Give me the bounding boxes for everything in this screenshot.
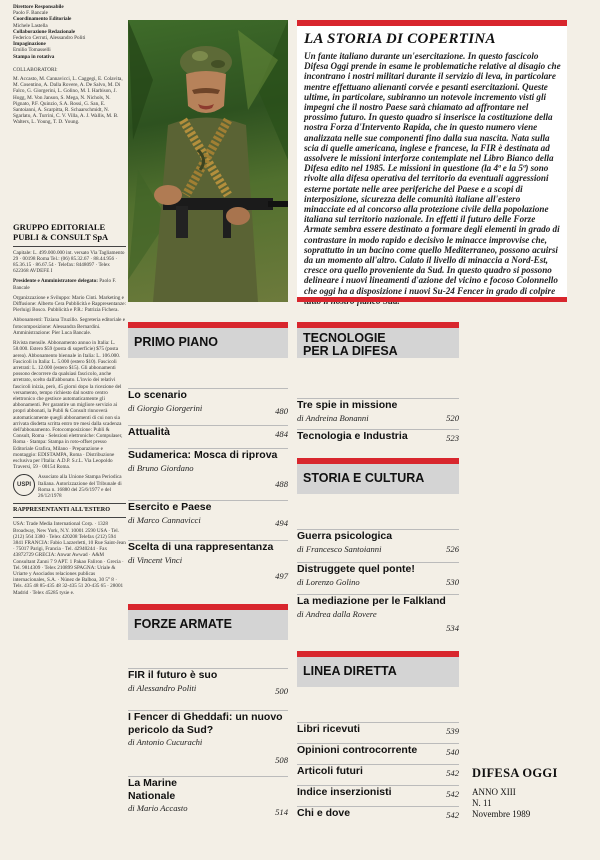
toc-item-title: Tre spie in missione <box>297 399 398 411</box>
toc-item[interactable] <box>128 540 288 590</box>
toc-item-author: di Antonio Cucurachi <box>128 737 203 747</box>
publisher-organizzazione: Organizzazione e Sviluppo: Mario Cinti. Marketing e Diffusione: Alberto Cera Pubblicità e Rappresentanze: Pierluigi Bosco. Pubblicità e P.R.: Patrizia Fichera. <box>13 294 126 314</box>
toc-item-page: 488 <box>275 479 288 489</box>
section-title: LINEA DIRETTA <box>303 664 397 678</box>
publisher-abbonamenti-staff: Abbonamenti: Tiziana Truzillo. Segreteria editoriale e fotocomposizione: Alessandra Bernardini. Amministrazione: Pier Luca Bancale. <box>13 317 126 336</box>
toc-item[interactable] <box>128 500 288 534</box>
toc-item[interactable] <box>297 764 459 784</box>
toc-item-page: 539 <box>446 726 459 736</box>
toc-item-author: di Alessandro Politi <box>128 682 197 693</box>
toc-item-page: 534 <box>446 623 459 633</box>
masthead <box>472 766 582 820</box>
toc-item-author: di Lorenzo Golino <box>297 576 360 587</box>
toc-item-title: Sudamerica: Mosca di riprova <box>128 449 278 461</box>
toc-item-title: Distruggete quel ponte! <box>297 563 415 575</box>
toc-item-title: Articoli futuri <box>297 765 363 777</box>
accent-bar <box>297 297 567 302</box>
section-title: PRIMO PIANO <box>134 335 219 349</box>
toc-item[interactable] <box>297 562 459 592</box>
publisher-abbonamenti-text: Rivista mensile. Abbonamento annuo in Italia: L. 58.000. Estero $59 (posta di superficie) $75 (posta aerea). Abbonamento biennale in Italia: L. 106.000. Fascicoli in Italia: L. 5.000 (estero $10). Fascicoli arretrati: L. 12.000 (estero $15). Gli abbonamenti possono decorrere da qualsiasi fascicolo, anche arretrato, scelto dall'abbonato. L'invio dei relativi fascicoli inizia, però, 45 giorni dopo la ricezione del versamento, tempo richiesto dal nostro centro elettronico che gestisce automaticamente gli abbonamenti. Per garantire un migliore servizio ai propri abbonati, la Publi & Consult rinnoverà automaticamente quegli abbonamenti di cui non sia arrivata disdetta scritta entro tre mesi dalla scadenza dell'abbonamento. Fotocomposizione: Publi & Consult, Roma · Selezioni elettroniche: Compulaser, Roma · Stampa: Stampa in roto-offset presso Editoriale Grafica, Milano · Preparazione e montaggio: EDISTAMPA, Roma · Distribuzione esclusiva per l'Italia: A.D.P. S.r.L. Via Leopoldo Traversi, 59 · 00154 Roma. <box>13 340 123 471</box>
impaginazione: Emilio Tomasselli <box>13 47 51 54</box>
toc-item-title: Opinioni controcorrente <box>297 744 418 756</box>
toc-item-title: Chi e dove <box>297 807 351 819</box>
toc-item-author: di Francesco Santoianni <box>297 543 382 554</box>
uspi-text: Associato alla Unione Stampa Periodica Italiana. Autorizzazione del Tribunale di Roma n. 16880 del 25/6/1977 e del 26/12/1978 <box>38 474 122 499</box>
rappresentanti: USA: Trade Media International Corp. · 1328 Broadway, New York, N.Y. 10001 2590 USA · Tel. (212) 564 3380 · Telex 420208 Telefax (212) 594 3841 FRANCIA: Fabio Lazzerletti, 10 Rue Saint-Jean · 75017 Parigi, Francia · Tel. 42940244 · Fax 43872729 GRECIA: Anwar Awwad · A&M Consultant Zanni 7 9 APT. 1 Pakao Faliron · Grecia · Tel. 9814309 · Telex 210899 SPAGNA: Uriale & Uriarte y Asociados relaciones publicas internacionales, S.A. · Núnez de Balboa, 30 5° 8 · Tels. 435 48 85-435 48 32-435 51 20-435 65 · 28001 Madrid · Telex 45285 tysie e. <box>13 521 126 596</box>
toc-item-author: di Marco Cannavicci <box>128 514 201 525</box>
toc-item-title: Libri ricevuti <box>297 723 361 735</box>
section-linea-diretta <box>297 651 459 687</box>
publisher-capitale: Capitale: L. 499.000.000 int. versato Via Tagliamento 29 · 00198 Roma Tel.: (06) 85.32.67 · 88.44.956 · 85.36.15 · 86.67.54 · Telefax: 8448097 · Telex 622368 AVDEFE I <box>13 249 125 275</box>
cover-heading: LA STORIA DI COPERTINA <box>304 31 496 47</box>
direttore-label: Direttore Responsabile <box>13 4 64 10</box>
section-storia-cultura <box>297 458 459 494</box>
toc-item-author: di Andreina Bonanni <box>297 412 369 423</box>
toc-item-page: 494 <box>275 518 288 528</box>
issue-year: ANNO XIII <box>472 787 516 797</box>
divider <box>13 517 126 518</box>
toc-item-page: 514 <box>275 807 288 817</box>
section-primo-piano <box>128 322 288 358</box>
presidente: Paolo F. Bancale <box>13 278 117 291</box>
toc-item-page: 542 <box>446 768 459 778</box>
toc-item[interactable] <box>297 398 459 428</box>
toc-item[interactable] <box>128 776 288 824</box>
toc-item[interactable] <box>128 668 288 702</box>
stampa-label: Stampa in rotativa <box>13 53 55 60</box>
toc-item-author: di Mario Accasto <box>128 803 188 813</box>
toc-item[interactable] <box>128 710 288 770</box>
section-title: FORZE ARMATE <box>134 617 232 631</box>
rappresentanti-label: RAPPRESENTANTI ALL'ESTERO <box>13 506 111 514</box>
toc-item[interactable] <box>128 388 288 422</box>
cover-photo <box>128 20 288 302</box>
toc-item[interactable] <box>297 743 459 763</box>
cover-text: Un fante italiano durante un'esercitazione. In questo fascicolo Difesa Oggi prende in esame le problematiche relative al disagio che incontrano i nostri militari durante il servizio di leva, in particolare mentre effettuano alienanti corvée e pesanti esercitazioni. Queste ultime, in particolare, subiranno un notevole incremento visti gli impegni che il nostro Paese sarà chiamato ad affrontare nel prossimo futuro. In questo quadro si inserisce la costituzione della nostra Forza d'Intervento Rapida, che in questo numero viene analizzata nelle sue componenti fino dalla sua nascita. Nata sulla scia di quelle americana, inglese e francese, la FIR è destinata ad assolvere le missioni interforze contemplate nel Libro Bianco della Difesa edito nel 1985. Le missioni in questione (la 4ª e la 5ª) sono rivolte alla difesa operativa del territorio da eventuali aggressioni esterne portate nelle aree periferiche del Paese e a scopi di interposizione, sicurezza delle comunità italiane all'estero minacciate ed al concorso alla protezione civile della popolazione italiana sul territorio nazionale. In effetti il futuro delle Forze Armate sembra essere destinato a formare degli elementi in grado di contrastare in modo rapido e decisivo le minacce improvvise che, soprattutto in un bacino come quello Mediterraneo, possono acuirsi da un momento all'altro. Calato il livello di minaccia a Nord-Est, cresce ora quello proveniente da Sud. In questo quadro si possono delineare i nuovi lineamenti d'azione del vicino e focoso Colonnello che oggi ha a disposizione i nuovi Su-24 Fencer in grado di colpire <box>304 51 561 296</box>
toc-item[interactable] <box>297 785 459 805</box>
magazine-name: DIFESA OGGI <box>472 766 558 780</box>
toc-item-page: 520 <box>446 413 459 423</box>
toc-item-author: di Vincent Vinci <box>128 554 183 565</box>
section-forze-armate <box>128 604 288 640</box>
toc-item-page: 542 <box>446 789 459 799</box>
toc-item[interactable] <box>297 429 459 449</box>
toc-item[interactable] <box>297 806 459 826</box>
toc-item-title: I Fencer di Gheddafi: un nuovo pericolo da Sud? <box>128 711 283 736</box>
toc-item-title: Attualità <box>128 426 170 438</box>
issue-number: N. 11 <box>472 798 492 808</box>
toc-item-page: 540 <box>446 747 459 757</box>
section-title: STORIA E CULTURA <box>303 471 425 485</box>
toc-item-page: 480 <box>275 406 288 416</box>
toc-item-page: 523 <box>446 433 459 443</box>
divider <box>13 246 126 247</box>
toc-item-title: La mediazione per le Falkland <box>297 595 446 607</box>
toc-item-page: 484 <box>275 429 288 439</box>
soldier-illustration <box>128 20 288 302</box>
toc-item[interactable] <box>297 722 459 742</box>
toc-item-author: di Andrea dalla Rovere <box>297 608 377 619</box>
toc-item[interactable] <box>297 594 459 638</box>
toc-item-title: Scelta di una rappresentanza <box>128 541 274 553</box>
toc-item-page: 530 <box>446 577 459 587</box>
impaginazione-label: Impaginazione <box>13 41 46 48</box>
divider <box>13 503 126 504</box>
toc-item-title: La Marine Nationale <box>128 777 178 802</box>
uspi-logo: USPI <box>13 474 35 496</box>
collaborazione: Federico Cerruti, Alessandro Politi <box>13 35 86 42</box>
toc-item-title: Tecnologia e Industria <box>297 430 408 442</box>
toc-item-page: 508 <box>275 755 288 765</box>
toc-item-page: 497 <box>275 571 288 581</box>
issue-date: Novembre 1989 <box>472 809 531 819</box>
toc-item[interactable] <box>297 529 459 559</box>
toc-item-page: 526 <box>446 544 459 554</box>
section-title: PER LA DIFESA <box>303 344 398 358</box>
section-tecnologie <box>297 322 459 358</box>
toc-item-page: 542 <box>446 810 459 820</box>
section-title: TECNOLOGIE <box>303 331 386 345</box>
presidente-label: Presidente e Amministratore delegato: <box>13 278 98 285</box>
toc-item[interactable] <box>128 448 288 496</box>
direttore: Paolo F. Bancale <box>13 10 48 17</box>
toc-item-author: di Bruno Giordano <box>128 462 194 473</box>
toc-item-title: Indice inserzionisti <box>297 786 392 798</box>
toc-item-title: FIR il futuro è suo <box>128 669 218 681</box>
collaboratori-label: COLLABORATORI: <box>13 66 58 73</box>
toc-item-page: 500 <box>275 686 288 696</box>
collaboratori-list: M. Accasto, M. Cannavicci, L. Caggegi, E. Colavita, M. Cosentino, A. Dalla Rovere, A. De Salvo, M. Di Falco, G. Giorgerini, L. Golino, M. I. Harbison, J. Hogg, M. Von Janson, S. Mega, N. Nichols, N. Pignato, P.F. Quinzio, S.A. Rossi, G. San, E. Santoianni, A. Scarpitta, R. Schaarschmidt, N. Sgarlato, A. Turrini, C. V. Villa, A. J. Wallis, M. B. Walters, L. Young, T. D. Young. <box>13 76 123 126</box>
collaborazione-label: Collaborazione Redazionale <box>13 28 76 35</box>
coordinamento: Michele Lastella <box>13 22 48 29</box>
coordinamento-label: Coordinamento Editoriale <box>13 16 72 23</box>
toc-item-author: di Giorgio Giorgerini <box>128 402 203 413</box>
publisher-name: GRUPPO EDITORIALE PUBLI & CONSULT SpA <box>13 221 109 242</box>
toc-item[interactable] <box>128 425 288 445</box>
staff-column <box>13 4 126 596</box>
toc-item-title: Esercito e Paese <box>128 501 212 513</box>
toc-item-title: Guerra psicologica <box>297 530 393 542</box>
cover-story <box>297 20 567 302</box>
toc-item-title: Lo scenario <box>128 389 187 401</box>
